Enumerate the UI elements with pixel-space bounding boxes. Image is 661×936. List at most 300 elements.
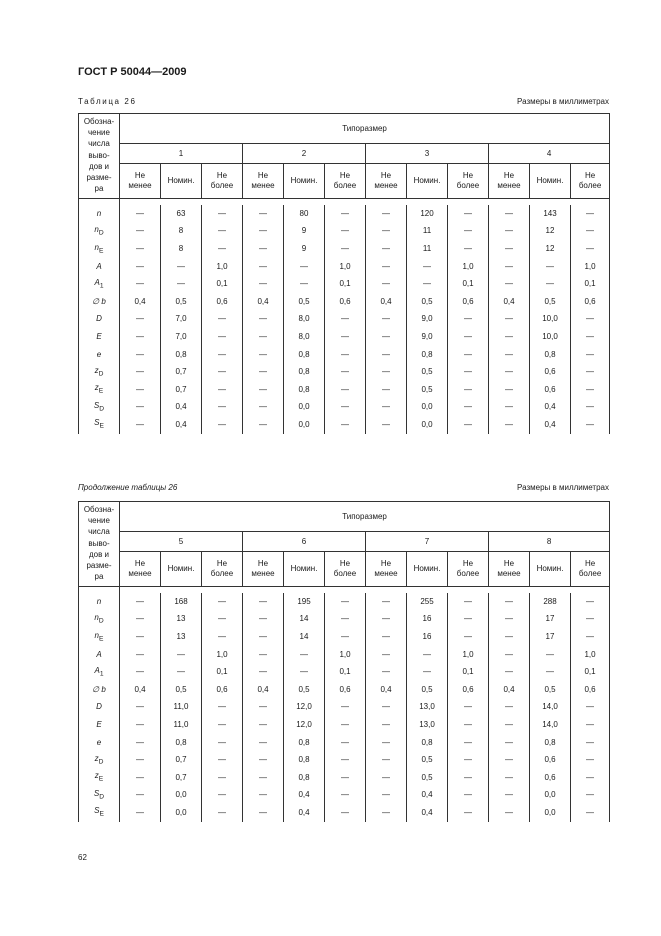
value-cell: —: [366, 328, 407, 346]
value-cell: 12: [530, 240, 571, 258]
value-cell: —: [448, 804, 489, 822]
value-cell: —: [325, 416, 366, 434]
size-header: 5: [120, 532, 243, 552]
designation-cell: [79, 328, 120, 346]
value-cell: —: [571, 699, 610, 717]
value-cell: —: [366, 646, 407, 664]
value-cell: —: [448, 240, 489, 258]
sub-header-row: [79, 552, 610, 587]
value-cell: —: [407, 663, 448, 681]
value-cell: —: [366, 716, 407, 734]
value-cell: —: [120, 716, 161, 734]
value-cell: —: [325, 769, 366, 787]
value-cell: 10,0: [530, 328, 571, 346]
value-cell: 0,1: [448, 663, 489, 681]
designation-subscript: D: [99, 793, 105, 801]
sub-header-text: Номин.: [536, 176, 564, 185]
table-row: [79, 646, 610, 664]
value-cell: —: [530, 275, 571, 293]
designation-cell: [79, 311, 120, 329]
value-cell: —: [243, 716, 284, 734]
sub-header-text: Не: [462, 559, 474, 568]
value-cell: —: [489, 328, 530, 346]
value-cell: —: [571, 769, 610, 787]
value-cell: —: [448, 734, 489, 752]
designation-header-line: разме-: [86, 560, 112, 570]
sub-header-text: менее: [374, 569, 398, 578]
value-cell: —: [325, 699, 366, 717]
value-cell: —: [202, 787, 243, 805]
value-cell: —: [325, 346, 366, 364]
value-cell: 13,0: [407, 699, 448, 717]
value-cell: 0,8: [530, 346, 571, 364]
document-title: ГОСТ Р 50044—2009: [78, 66, 187, 78]
value-cell: 0,4: [284, 804, 325, 822]
value-cell: 0,6: [448, 681, 489, 699]
sub-header-cell: [161, 164, 202, 199]
value-cell: 1,0: [571, 258, 610, 276]
table-row: [79, 381, 610, 399]
value-cell: —: [325, 751, 366, 769]
value-cell: —: [366, 593, 407, 611]
value-cell: —: [243, 240, 284, 258]
value-cell: 11,0: [161, 716, 202, 734]
value-cell: —: [489, 223, 530, 241]
designation-symbol: A: [96, 649, 102, 659]
sub-header-text: более: [578, 181, 602, 190]
value-cell: 13: [161, 611, 202, 629]
designation-symbol: z: [94, 771, 99, 781]
value-cell: —: [161, 663, 202, 681]
value-cell: —: [325, 223, 366, 241]
size-header: 8: [489, 532, 610, 552]
value-cell: —: [489, 787, 530, 805]
sub-header-text: более: [456, 569, 480, 578]
value-cell: —: [325, 628, 366, 646]
table-row: [79, 223, 610, 241]
table1-units-note: Размеры в миллиметрах: [517, 97, 609, 106]
sub-header-text: менее: [497, 569, 521, 578]
value-cell: —: [489, 311, 530, 329]
value-cell: —: [202, 205, 243, 223]
sub-header-text: Не: [503, 171, 515, 180]
designation-symbol: z: [94, 365, 99, 375]
value-cell: 195: [284, 593, 325, 611]
table-row: [79, 628, 610, 646]
value-cell: 12,0: [284, 699, 325, 717]
designation-symbol: A: [96, 261, 102, 271]
value-cell: —: [120, 751, 161, 769]
sub-header-row: [79, 164, 610, 199]
value-cell: —: [202, 381, 243, 399]
value-cell: —: [571, 328, 610, 346]
value-cell: 0,4: [120, 293, 161, 311]
designation-symbol: z: [94, 753, 99, 763]
value-cell: 10,0: [530, 311, 571, 329]
sub-header-text: Не: [134, 559, 146, 568]
designation-subscript: D: [99, 405, 105, 413]
sub-header-text: Не: [584, 559, 596, 568]
value-cell: 0,4: [530, 416, 571, 434]
sub-header-cell: [243, 552, 284, 587]
value-cell: 11: [407, 240, 448, 258]
value-cell: 0,4: [407, 804, 448, 822]
value-cell: —: [243, 346, 284, 364]
value-cell: —: [366, 611, 407, 629]
sub-header-text: более: [578, 569, 602, 578]
sub-header-cell: [407, 164, 448, 199]
sub-header-text: Не: [257, 171, 269, 180]
value-cell: —: [366, 787, 407, 805]
value-cell: —: [325, 399, 366, 417]
value-cell: 255: [407, 593, 448, 611]
value-cell: —: [284, 258, 325, 276]
value-cell: —: [489, 804, 530, 822]
size-header: 6: [243, 532, 366, 552]
value-cell: —: [571, 416, 610, 434]
designation-cell: [79, 223, 120, 241]
designation-cell: [79, 787, 120, 805]
designation-subscript: E: [98, 387, 104, 395]
table-row: [79, 346, 610, 364]
sub-header-text: Номин.: [536, 564, 564, 573]
size-header: 7: [366, 532, 489, 552]
sub-header-text: более: [456, 181, 480, 190]
value-cell: 0,4: [161, 399, 202, 417]
designation-cell: [79, 681, 120, 699]
value-cell: 0,5: [530, 681, 571, 699]
value-cell: —: [489, 381, 530, 399]
value-cell: —: [571, 223, 610, 241]
value-cell: 0,8: [284, 734, 325, 752]
value-cell: 0,6: [325, 681, 366, 699]
sub-header-text: Номин.: [167, 176, 195, 185]
value-cell: —: [243, 699, 284, 717]
sub-header-text: Не: [503, 559, 515, 568]
sub-header-text: Не: [216, 171, 228, 180]
value-cell: —: [448, 223, 489, 241]
value-cell: —: [161, 646, 202, 664]
value-cell: 0,6: [202, 293, 243, 311]
value-cell: 0,8: [284, 769, 325, 787]
value-cell: —: [120, 328, 161, 346]
value-cell: 1,0: [448, 258, 489, 276]
value-cell: 9,0: [407, 311, 448, 329]
table-row: [79, 416, 610, 434]
value-cell: —: [325, 787, 366, 805]
value-cell: —: [120, 240, 161, 258]
value-cell: —: [366, 734, 407, 752]
sub-header-text: Номин.: [167, 564, 195, 573]
value-cell: —: [571, 240, 610, 258]
designation-header-line: Обозна-: [83, 117, 115, 126]
value-cell: 0,7: [161, 769, 202, 787]
value-cell: —: [530, 258, 571, 276]
table-row: [79, 205, 610, 223]
value-cell: —: [325, 734, 366, 752]
value-cell: 1,0: [448, 646, 489, 664]
table-row: [79, 293, 610, 311]
value-cell: 0,0: [284, 416, 325, 434]
designation-header-line: числа: [88, 527, 110, 537]
designation-cell: [79, 699, 120, 717]
value-cell: —: [489, 240, 530, 258]
value-cell: —: [243, 611, 284, 629]
page-number: 62: [78, 853, 87, 862]
designation-header-line: дов и: [88, 161, 110, 171]
value-cell: —: [366, 751, 407, 769]
table-row: [79, 593, 610, 611]
designation-cell: [79, 258, 120, 276]
dimensions-table-1: [78, 113, 610, 434]
value-cell: —: [366, 699, 407, 717]
table-row: [79, 751, 610, 769]
designation-subscript: 1: [99, 282, 104, 290]
value-cell: —: [489, 205, 530, 223]
value-cell: —: [448, 769, 489, 787]
size-group-header: Типоразмер: [120, 502, 610, 532]
value-cell: 0,4: [489, 293, 530, 311]
sub-header-cell: [448, 552, 489, 587]
designation-cell: [79, 275, 120, 293]
designation-header: [79, 502, 120, 587]
sub-header-cell: [284, 164, 325, 199]
sub-header-text: Не: [380, 171, 392, 180]
value-cell: —: [120, 416, 161, 434]
value-cell: 0,8: [284, 363, 325, 381]
value-cell: 0,4: [530, 399, 571, 417]
value-cell: 0,4: [489, 681, 530, 699]
value-cell: —: [489, 663, 530, 681]
designation-header-line: Обозна-: [83, 505, 115, 514]
value-cell: 0,4: [366, 681, 407, 699]
value-cell: —: [366, 223, 407, 241]
value-cell: —: [243, 663, 284, 681]
value-cell: 0,1: [325, 275, 366, 293]
table1-caption-row: [78, 97, 609, 106]
value-cell: —: [448, 416, 489, 434]
designation-symbol: n: [96, 208, 102, 218]
designation-symbol: A: [94, 665, 100, 675]
table-row: [79, 804, 610, 822]
sub-header-text: Не: [216, 559, 228, 568]
value-cell: —: [448, 311, 489, 329]
value-cell: 0,4: [366, 293, 407, 311]
value-cell: —: [243, 258, 284, 276]
value-cell: 0,6: [530, 381, 571, 399]
table-row: [79, 699, 610, 717]
value-cell: —: [489, 769, 530, 787]
value-cell: —: [202, 240, 243, 258]
value-cell: —: [120, 611, 161, 629]
designation-cell: [79, 663, 120, 681]
value-cell: —: [571, 787, 610, 805]
value-cell: —: [366, 275, 407, 293]
sub-header-cell: [325, 164, 366, 199]
value-cell: —: [489, 275, 530, 293]
table2-caption-row: [78, 483, 609, 492]
sub-header-cell: [489, 552, 530, 587]
table1-caption: Таблица 26: [78, 97, 137, 106]
value-cell: —: [489, 646, 530, 664]
designation-header-line: выво-: [88, 150, 110, 160]
designation-subscript: E: [99, 635, 104, 643]
value-cell: —: [407, 275, 448, 293]
designation-symbol: S: [94, 806, 100, 816]
sub-header-cell: [284, 552, 325, 587]
sub-header-text: Не: [462, 171, 474, 180]
designation-symbol: E: [96, 719, 102, 729]
table-row: [79, 258, 610, 276]
value-cell: —: [325, 804, 366, 822]
designation-symbol: n: [94, 630, 99, 640]
value-cell: —: [366, 663, 407, 681]
value-cell: —: [120, 205, 161, 223]
value-cell: 288: [530, 593, 571, 611]
value-cell: —: [489, 363, 530, 381]
sub-header-cell: [202, 164, 243, 199]
value-cell: 0,5: [407, 751, 448, 769]
sub-header-text: Не: [339, 559, 351, 568]
value-cell: 0,1: [202, 663, 243, 681]
value-cell: —: [571, 804, 610, 822]
value-cell: 0,8: [284, 381, 325, 399]
value-cell: 8,0: [284, 311, 325, 329]
value-cell: —: [489, 258, 530, 276]
value-cell: 0,6: [530, 751, 571, 769]
sub-header-text: менее: [251, 181, 275, 190]
value-cell: 0,6: [530, 769, 571, 787]
value-cell: 7,0: [161, 328, 202, 346]
value-cell: —: [366, 381, 407, 399]
value-cell: —: [325, 381, 366, 399]
value-cell: —: [202, 804, 243, 822]
value-cell: —: [489, 699, 530, 717]
value-cell: —: [243, 381, 284, 399]
value-cell: 0,8: [161, 734, 202, 752]
value-cell: —: [325, 311, 366, 329]
value-cell: 0,8: [407, 734, 448, 752]
sub-header-cell: [366, 552, 407, 587]
value-cell: —: [202, 346, 243, 364]
value-cell: —: [243, 628, 284, 646]
value-cell: —: [489, 346, 530, 364]
designation-symbol: n: [94, 242, 99, 252]
value-cell: 13,0: [407, 716, 448, 734]
value-cell: —: [120, 628, 161, 646]
designation-symbol: S: [93, 788, 100, 798]
value-cell: —: [366, 628, 407, 646]
value-cell: —: [448, 593, 489, 611]
value-cell: 7,0: [161, 311, 202, 329]
designation-cell: [79, 646, 120, 664]
sub-header-text: Номин.: [413, 176, 441, 185]
value-cell: —: [202, 363, 243, 381]
value-cell: —: [243, 275, 284, 293]
value-cell: 0,5: [407, 769, 448, 787]
size-header: 3: [366, 144, 489, 164]
designation-symbol: n: [94, 612, 99, 622]
sub-header-text: Не: [339, 171, 351, 180]
value-cell: —: [243, 205, 284, 223]
value-cell: —: [366, 416, 407, 434]
value-cell: 0,5: [530, 293, 571, 311]
value-cell: —: [202, 751, 243, 769]
table-row: [79, 328, 610, 346]
value-cell: —: [489, 716, 530, 734]
value-cell: —: [571, 628, 610, 646]
value-cell: —: [366, 363, 407, 381]
dimensions-table-2: [78, 501, 610, 822]
value-cell: 0,6: [530, 363, 571, 381]
value-cell: —: [243, 769, 284, 787]
designation-cell: [79, 293, 120, 311]
value-cell: 0,4: [243, 293, 284, 311]
designation-symbol: n: [94, 224, 99, 234]
value-cell: —: [243, 223, 284, 241]
designation-cell: [79, 363, 120, 381]
value-cell: —: [202, 611, 243, 629]
value-cell: —: [120, 223, 161, 241]
value-cell: 11,0: [161, 699, 202, 717]
value-cell: —: [243, 399, 284, 417]
designation-subscript: D: [98, 370, 104, 378]
table-row: [79, 681, 610, 699]
value-cell: —: [243, 734, 284, 752]
sub-header-cell: [407, 552, 448, 587]
value-cell: —: [366, 346, 407, 364]
value-cell: —: [202, 699, 243, 717]
value-cell: 0,1: [571, 663, 610, 681]
designation-cell: [79, 416, 120, 434]
sub-header-text: Номин.: [290, 564, 318, 573]
designation-symbol: e: [96, 349, 102, 359]
value-cell: —: [120, 804, 161, 822]
designation-cell: [79, 716, 120, 734]
designation-cell: [79, 381, 120, 399]
value-cell: 0,7: [161, 751, 202, 769]
value-cell: —: [325, 328, 366, 346]
table2-caption: Продолжение таблицы 26: [78, 483, 178, 492]
value-cell: 1,0: [571, 646, 610, 664]
designation-header-line: дов и: [88, 549, 110, 559]
designation-subscript: E: [99, 811, 104, 819]
value-cell: 14: [284, 628, 325, 646]
value-cell: —: [120, 363, 161, 381]
table-row: [79, 611, 610, 629]
value-cell: —: [489, 416, 530, 434]
value-cell: 12: [530, 223, 571, 241]
sub-header-cell: [571, 552, 610, 587]
sub-header-text: более: [333, 569, 357, 578]
value-cell: 1,0: [202, 646, 243, 664]
value-cell: 17: [530, 611, 571, 629]
value-cell: 8: [161, 223, 202, 241]
designation-cell: [79, 346, 120, 364]
sub-header-cell: [325, 552, 366, 587]
value-cell: —: [530, 646, 571, 664]
table-row: [79, 716, 610, 734]
value-cell: —: [407, 646, 448, 664]
sub-header-text: Не: [584, 171, 596, 180]
value-cell: 0,4: [284, 787, 325, 805]
designation-subscript: E: [99, 247, 104, 255]
value-cell: 0,4: [161, 416, 202, 434]
sub-header-text: менее: [497, 181, 521, 190]
value-cell: —: [325, 205, 366, 223]
sub-header-cell: [120, 164, 161, 199]
designation-symbol: D: [96, 702, 102, 712]
